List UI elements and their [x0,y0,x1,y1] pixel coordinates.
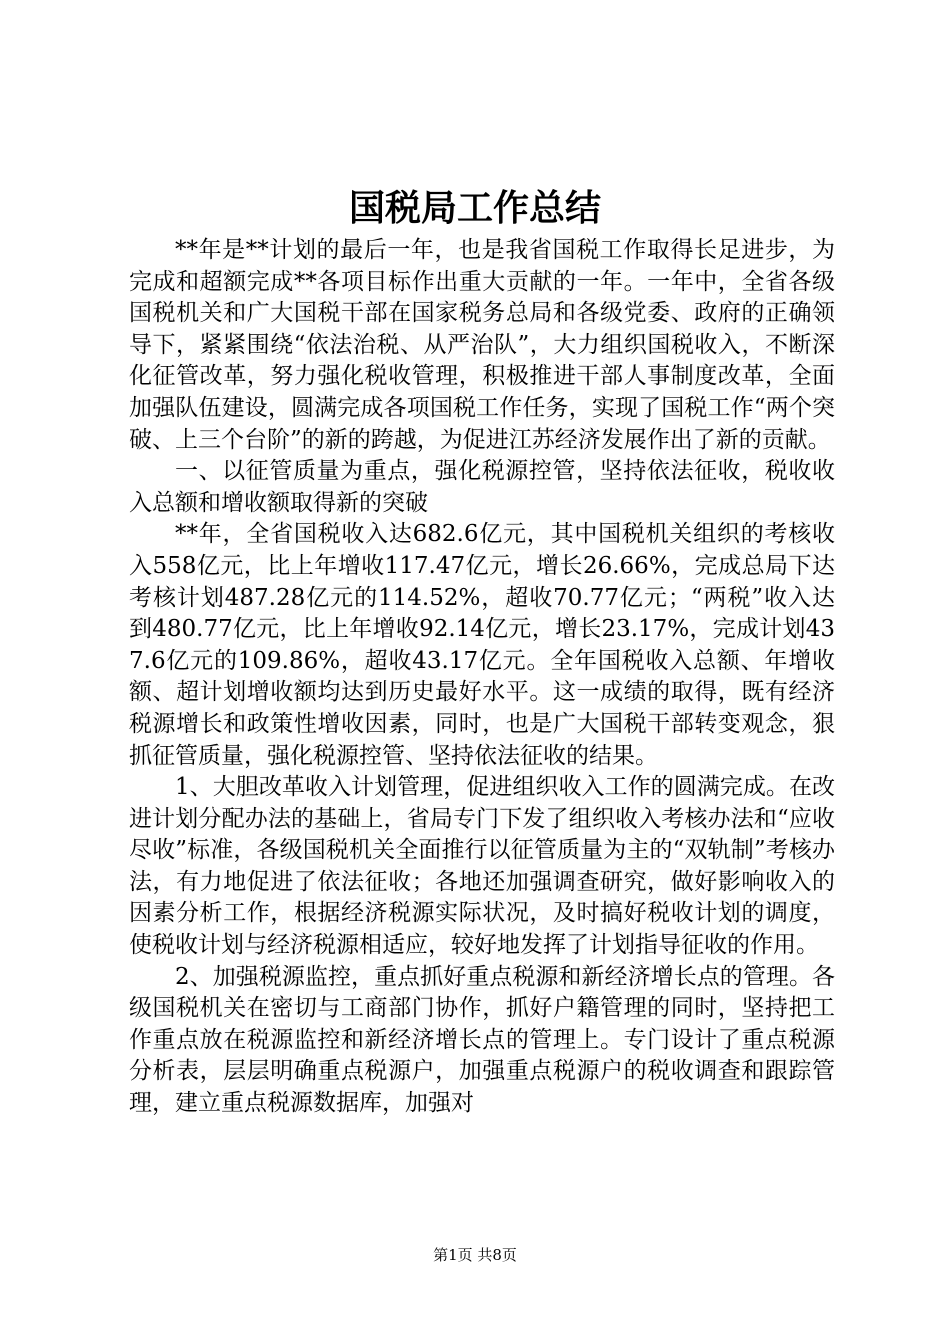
paragraph-item-2: 2、加强税源监控，重点抓好重点税源和新经济增长点的管理。各级国税机关在密切与工商部门协作，抓好户籍管理的同时，坚持把工作重点放在税源监控和新经济增长点的管理上。专门设计了重点税源分析表，层层明确重点税源户，加强重点税源户的税收调查和跟踪管理，建立重点税源数据库，加强对 [129,963,835,1117]
paragraph-section-heading-1: 一、以征管质量为重点，强化税源控管，坚持依法征收，税收收入总额和增收额取得新的突破 [129,458,835,516]
paragraph-revenue-figures: **年，全省国税收入达682.6亿元，其中国税机关组织的考核收入558亿元，比上年增收117.47亿元，增长26.66%，完成总局下达考核计划487.28亿元的114.52%，超收70.77亿元；“两税”收入达到480.77亿元，比上年增收92.14亿元，增长23.17%，完成计划437.6亿元的109.86%，超收43.17亿元。全年国税收入总额、年增收额、超计划增收额均达到历史最好水平。这一成绩的取得，既有经济税源增长和政策性增收因素，同时，也是广大国税干部转变观念，狠抓征管质量，强化税源控管、坚持依法征收的结果。 [129,521,835,769]
document-title: 国税局工作总结 [348,187,601,229]
document-body [129,235,835,1120]
paragraph-intro: **年是**计划的最后一年，也是我省国税工作取得长足进步，为完成和超额完成**各项目标作出重大贡献的一年。一年中，全省各级国税机关和广大国税干部在国家税务总局和各级党委、政府的正确领导下，紧紧围绕“依法治税、从严治队”，大力组织国税收入，不断深化征管改革，努力强化税收管理，积极推进干部人事制度改革，全面加强队伍建设，圆满完成各项国税工作任务，实现了国税工作“两个突破、上三个台阶”的新的跨越，为促进江苏经济发展作出了新的贡献。 [129,237,835,453]
page-footer: 第1页 共8页 [433,1246,517,1264]
paragraph-item-1: 1、大胆改革收入计划管理，促进组织收入工作的圆满完成。在改进计划分配办法的基础上，省局专门下发了组织收入考核办法和“应收尽收”标准，各级国税机关全面推行以征管质量为主的“双轨制”考核办法，有力地促进了依法征收；各地还加强调查研究，做好影响收入的因素分析工作，根据经济税源实际状况，及时搞好税收计划的调度，使税收计划与经济税源相适应，较好地发挥了计划指导征收的作用。 [129,774,835,959]
